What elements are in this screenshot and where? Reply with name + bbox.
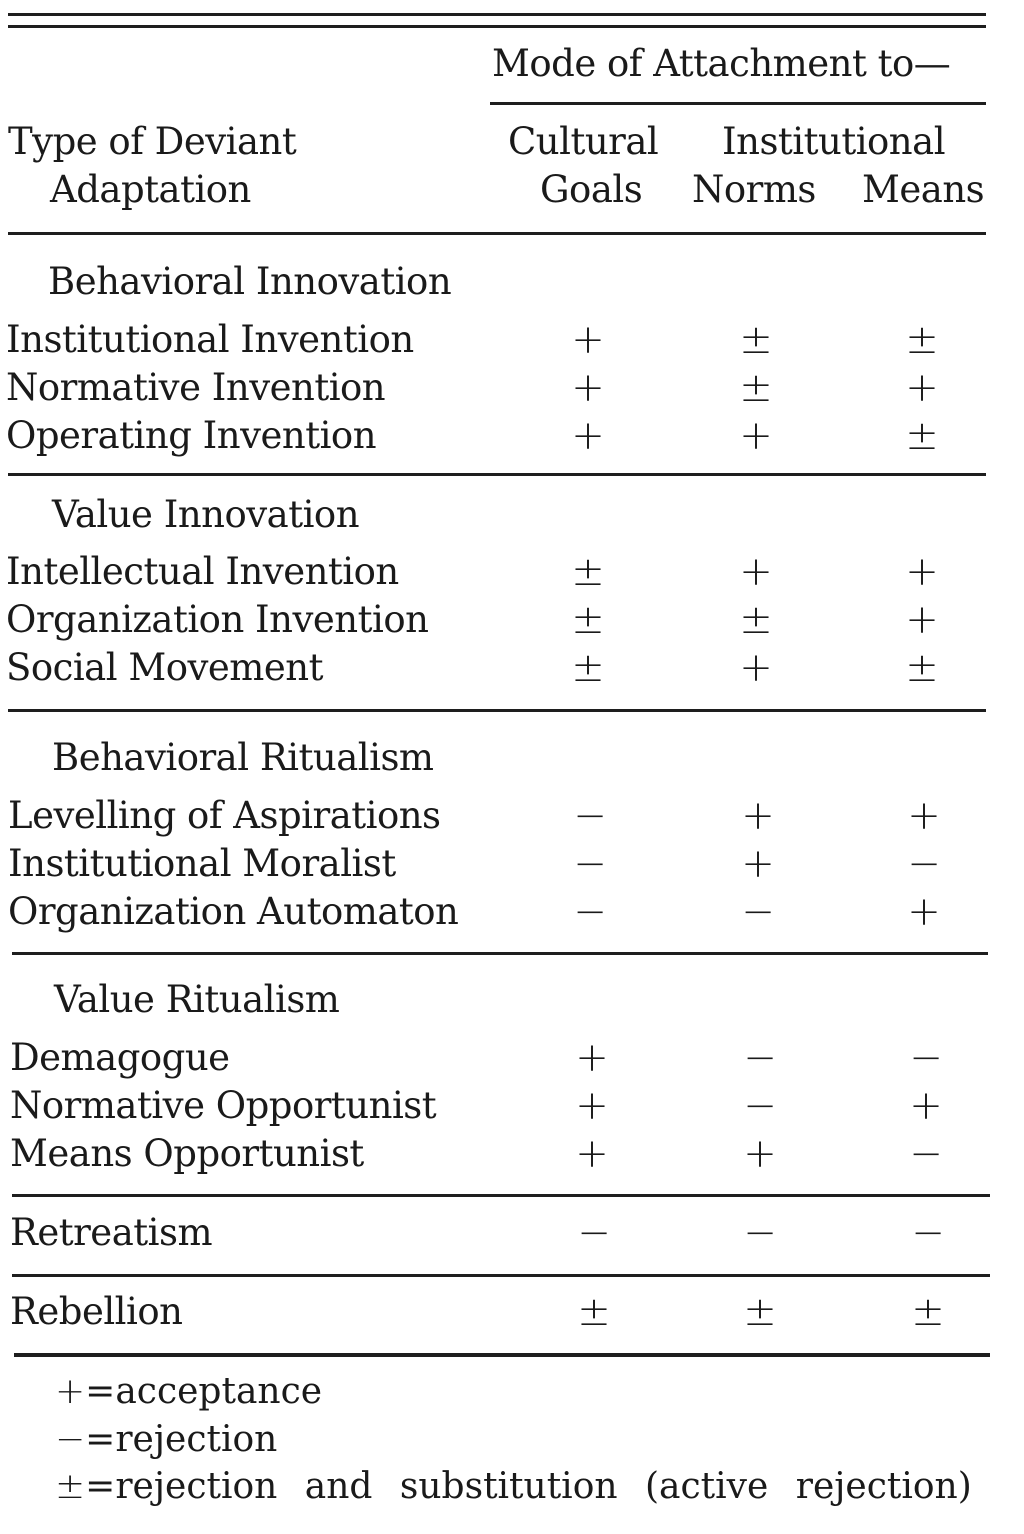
col-means-line2: Means xyxy=(862,168,985,211)
cell-norms: + xyxy=(739,549,773,595)
row-label: Levelling of Aspirations xyxy=(8,794,441,837)
legend-item-acceptance xyxy=(55,1368,322,1416)
col-goals-line2: Goals xyxy=(540,168,643,211)
cell-norms: ± xyxy=(743,1289,777,1335)
cell-goals: ± xyxy=(571,645,605,691)
plus-minus-icon: ± xyxy=(55,1466,86,1507)
cell-goals: ± xyxy=(577,1289,611,1335)
cell-goals: − xyxy=(577,1210,611,1256)
cell-means: ± xyxy=(905,413,939,459)
cell-goals: + xyxy=(571,365,605,411)
cell-goals: + xyxy=(571,413,605,459)
cell-means: − xyxy=(907,841,941,887)
row-label: Rebellion xyxy=(10,1290,183,1333)
cell-means: ± xyxy=(911,1289,945,1335)
header-bottom-rule xyxy=(8,232,986,235)
cell-means: + xyxy=(909,1083,943,1129)
col-institutional-label: Institutional xyxy=(722,120,946,163)
cell-norms: ± xyxy=(739,597,773,643)
table-bottom-rule xyxy=(14,1353,990,1357)
cell-goals: − xyxy=(573,841,607,887)
row-label: Normative Invention xyxy=(6,366,386,409)
cell-goals: + xyxy=(575,1083,609,1129)
top-rule-1 xyxy=(8,13,986,16)
minus-icon: − xyxy=(55,1419,86,1460)
group-heading: Value Innovation xyxy=(52,493,360,536)
group-divider xyxy=(12,952,988,955)
group-heading: Behavioral Ritualism xyxy=(52,736,434,779)
row-label: Normative Opportunist xyxy=(10,1084,437,1127)
cell-norms: ± xyxy=(739,317,773,363)
group-divider xyxy=(12,1274,990,1277)
spanner-rule xyxy=(490,102,986,105)
group-heading: Behavioral Innovation xyxy=(48,260,452,303)
legend-text: =rejection xyxy=(85,1419,278,1460)
row-header-line1: Type of Deviant xyxy=(8,120,297,163)
row-label: Institutional Moralist xyxy=(8,842,396,885)
cell-means: + xyxy=(905,549,939,595)
cell-norms: ± xyxy=(739,365,773,411)
row-label: Social Movement xyxy=(6,646,323,689)
cell-means: + xyxy=(905,597,939,643)
cell-means: ± xyxy=(905,645,939,691)
spanner-heading: Mode of Attachment to— xyxy=(492,42,951,85)
row-header-line2: Adaptation xyxy=(50,168,251,211)
group-heading: Value Ritualism xyxy=(54,978,340,1021)
row-label: Intellectual Invention xyxy=(6,550,399,593)
row-label: Organization Automaton xyxy=(8,890,459,933)
cell-means: − xyxy=(911,1210,945,1256)
legend-item-rejection xyxy=(55,1416,277,1464)
row-label: Operating Invention xyxy=(6,414,377,457)
cell-norms: − xyxy=(743,1210,777,1256)
row-label: Organization Invention xyxy=(6,598,429,641)
group-divider xyxy=(8,473,986,476)
col-cultural-line1: Cultural xyxy=(508,120,659,163)
cell-norms: − xyxy=(743,1035,777,1081)
cell-goals: − xyxy=(573,793,607,839)
cell-goals: − xyxy=(573,889,607,935)
top-rule-2 xyxy=(8,25,986,28)
cell-means: − xyxy=(909,1131,943,1177)
group-divider xyxy=(12,1194,990,1197)
row-label: Demagogue xyxy=(10,1036,230,1079)
cell-means: + xyxy=(907,889,941,935)
cell-means: + xyxy=(905,365,939,411)
cell-means: + xyxy=(907,793,941,839)
cell-norms: − xyxy=(743,1083,777,1129)
cell-means: ± xyxy=(905,317,939,363)
plus-icon: + xyxy=(55,1371,86,1412)
cell-norms: + xyxy=(741,841,775,887)
row-label: Means Opportunist xyxy=(10,1132,364,1175)
legend-text: =acceptance xyxy=(85,1371,323,1412)
legend-text: =rejection and substitution (active rejection) xyxy=(85,1466,972,1507)
cell-means: − xyxy=(909,1035,943,1081)
row-label: Retreatism xyxy=(10,1211,213,1254)
cell-goals: + xyxy=(571,317,605,363)
cell-goals: ± xyxy=(571,549,605,595)
group-divider xyxy=(8,709,986,712)
cell-norms: + xyxy=(739,413,773,459)
cell-norms: − xyxy=(741,889,775,935)
row-label: Institutional Invention xyxy=(6,318,414,361)
cell-norms: + xyxy=(741,793,775,839)
col-norms-line2: Norms xyxy=(692,168,816,211)
cell-norms: + xyxy=(743,1131,777,1177)
cell-goals: + xyxy=(575,1131,609,1177)
legend-item-active-rejection xyxy=(55,1463,972,1511)
cell-norms: + xyxy=(739,645,773,691)
cell-goals: + xyxy=(575,1035,609,1081)
cell-goals: ± xyxy=(571,597,605,643)
